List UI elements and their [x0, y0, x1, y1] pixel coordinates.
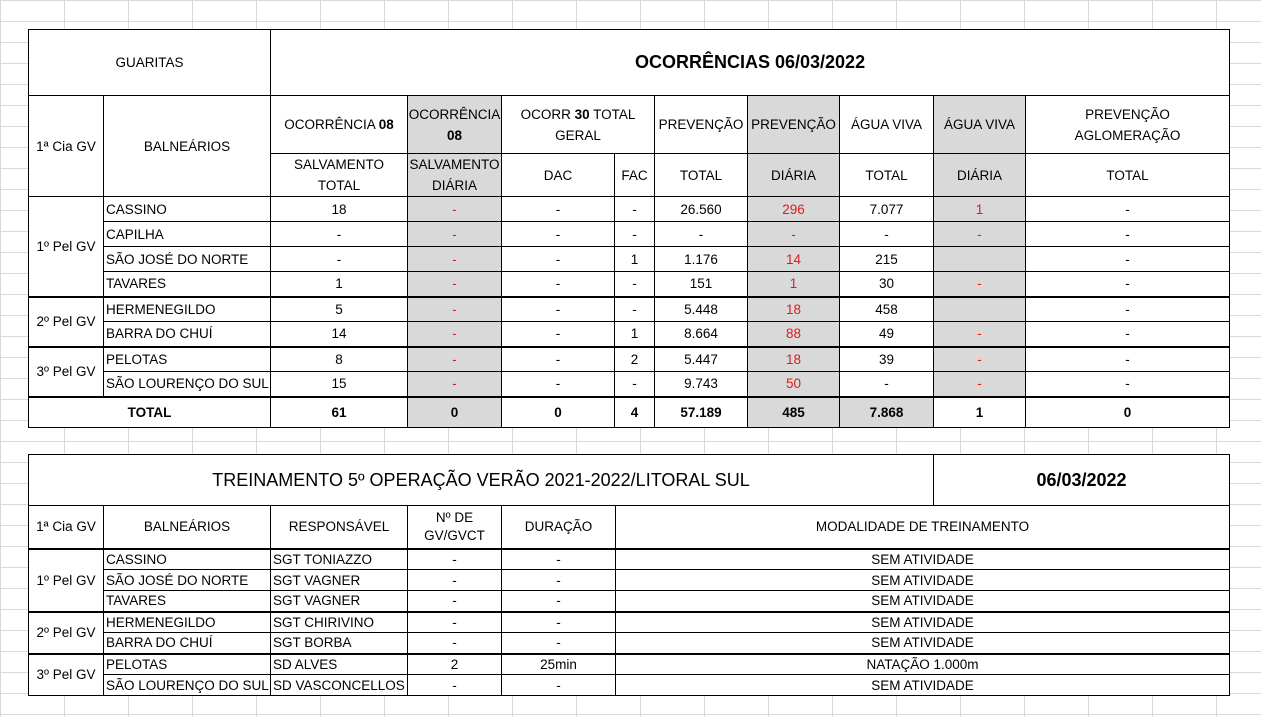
ocorr-total-num: 30 [574, 106, 590, 122]
agua-viva-diaria-cell: - [934, 272, 1026, 297]
agua-viva-diaria-subheader: DIÁRIA [934, 154, 1026, 197]
table-row [29, 591, 1230, 612]
ocorr-total-line2: GERAL [555, 127, 601, 143]
agua-viva-diaria-cell: 1 [934, 197, 1026, 222]
group-label: 2º Pel GV [29, 297, 104, 347]
agua-viva-diaria-header: ÁGUA VIVA [934, 96, 1026, 154]
modalidade-cell: SEM ATIVIDADE [616, 675, 1230, 696]
balneario-name: HERMENEGILDO [104, 612, 271, 633]
responsavel-cell: SD ALVES [271, 654, 408, 675]
fac-sum: 4 [615, 397, 655, 428]
prevencao-header: PREVENÇÃO [655, 96, 748, 154]
salvamento-diaria-cell: - [408, 272, 502, 297]
salvamento-total-line1: SALVAMENTO [294, 157, 385, 172]
ocorrencias-title: OCORRÊNCIAS 06/03/2022 [271, 30, 1230, 96]
prevencao-total-sum: 57.189 [655, 397, 748, 428]
dac-header: DAC [502, 154, 615, 197]
salvamento-diaria-cell: - [408, 222, 502, 247]
agua-viva-total-cell: - [840, 222, 934, 247]
fac-header: FAC [615, 154, 655, 197]
balneario-name: PELOTAS [104, 654, 271, 675]
ocorr-total-header [502, 96, 655, 154]
group-label: 2º Pel GV [29, 612, 104, 654]
num-gv-header [408, 506, 502, 549]
salvamento-diaria-header [408, 154, 502, 197]
num-gv-cell: - [408, 570, 502, 591]
balneario-name: BARRA DO CHUÍ [104, 633, 271, 654]
num-gv-cell: - [408, 591, 502, 612]
prevencao-diaria-cell: 14 [748, 247, 840, 272]
fac-cell: - [615, 297, 655, 322]
table-row [29, 222, 1230, 247]
prevencao-diaria-cell: - [748, 222, 840, 247]
table-row [29, 372, 1230, 397]
num-gv-cell: - [408, 612, 502, 633]
salvamento-diaria-sum: 0 [408, 397, 502, 428]
cia-header: 1ª Cia GV [29, 506, 104, 549]
agua-viva-diaria-cell [934, 247, 1026, 272]
prevencao-total-cell: - [655, 222, 748, 247]
agua-viva-diaria-cell: - [934, 347, 1026, 372]
responsavel-cell: SGT BORBA [271, 633, 408, 654]
salvamento-diaria-cell: - [408, 197, 502, 222]
fac-cell: - [615, 197, 655, 222]
responsavel-cell: SGT CHIRIVINO [271, 612, 408, 633]
aglomeracao-sum: 0 [1026, 397, 1230, 428]
modalidade-cell: SEM ATIVIDADE [616, 612, 1230, 633]
balneario-name: SÃO JOSÉ DO NORTE [104, 247, 271, 272]
agua-viva-total-cell: - [840, 372, 934, 397]
responsavel-header: RESPONSÁVEL [271, 506, 408, 549]
aglomeracao-cell: - [1026, 272, 1230, 297]
treinamento-table [28, 454, 1230, 696]
ocorrencia-header [271, 96, 408, 154]
prevencao-total-cell: 9.743 [655, 372, 748, 397]
prevencao-diaria-cell: 18 [748, 347, 840, 372]
prevencao-total-cell: 5.447 [655, 347, 748, 372]
prevencao-aglomeracao-line1: PREVENÇÃO [1085, 106, 1170, 122]
prevencao-aglomeracao-line2: AGLOMERAÇÃO [1074, 127, 1181, 143]
ocorrencia-header-label: OCORRÊNCIA [284, 117, 375, 132]
modalidade-cell: SEM ATIVIDADE [616, 633, 1230, 654]
prevencao-total-cell: 151 [655, 272, 748, 297]
balneario-name: SÃO LOURENÇO DO SUL [104, 675, 271, 696]
agua-viva-diaria-sum: 1 [934, 397, 1026, 428]
treinamento-date: 06/03/2022 [934, 455, 1230, 506]
aglomeracao-cell: - [1026, 297, 1230, 322]
balneario-name: CAPILHA [104, 222, 271, 247]
agua-viva-diaria-cell: - [934, 372, 1026, 397]
balneario-name: SÃO JOSÉ DO NORTE [104, 570, 271, 591]
duracao-cell: - [502, 612, 616, 633]
treinamento-title: TREINAMENTO 5º OPERAÇÃO VERÃO 2021-2022/LITORAL SUL [29, 455, 934, 506]
salvamento-diaria-cell: - [408, 297, 502, 322]
guaritas-header: GUARITAS [29, 30, 271, 96]
duracao-cell: - [502, 675, 616, 696]
table-row [29, 272, 1230, 297]
prevencao-total-cell: 8.664 [655, 322, 748, 347]
agua-viva-diaria-cell: - [934, 222, 1026, 247]
responsavel-cell: SGT VAGNER [271, 591, 408, 612]
salvamento-total-cell: 15 [271, 372, 408, 397]
prevencao-diaria-header: PREVENÇÃO [748, 96, 840, 154]
table-row [29, 297, 1230, 322]
responsavel-cell: SGT VAGNER [271, 570, 408, 591]
balneario-name: BARRA DO CHUÍ [104, 322, 271, 347]
num-gv-cell: - [408, 549, 502, 570]
fac-cell: 1 [615, 247, 655, 272]
duracao-header: DURAÇÃO [502, 506, 616, 549]
agua-viva-total-header: TOTAL [840, 154, 934, 197]
salvamento-diaria-line2: DIÁRIA [432, 178, 478, 193]
duracao-cell: - [502, 570, 616, 591]
table-row [29, 654, 1230, 675]
salvamento-total-cell: 1 [271, 272, 408, 297]
group-label: 3º Pel GV [29, 654, 104, 696]
table-row [29, 612, 1230, 633]
dac-cell: - [502, 197, 615, 222]
cia-header: 1ª Cia GV [29, 96, 104, 197]
table-row [29, 549, 1230, 570]
dac-cell: - [502, 347, 615, 372]
salvamento-diaria-cell: - [408, 372, 502, 397]
num-gv-line2: GV/GVCT [424, 527, 485, 543]
prevencao-diaria-cell: 18 [748, 297, 840, 322]
ocorrencia-diaria-header-label: OCORRÊNCIA [408, 106, 501, 122]
prevencao-diaria-cell: 1 [748, 272, 840, 297]
balneario-name: TAVARES [104, 591, 271, 612]
dac-cell: - [502, 322, 615, 347]
num-gv-cell: - [408, 675, 502, 696]
fac-cell: - [615, 272, 655, 297]
salvamento-total-cell: 8 [271, 347, 408, 372]
aglomeracao-cell: - [1026, 247, 1230, 272]
table-row [29, 197, 1230, 222]
duracao-cell: - [502, 633, 616, 654]
agua-viva-total-cell: 458 [840, 297, 934, 322]
ocorr-total-suffix: TOTAL [593, 106, 636, 122]
balneario-name: HERMENEGILDO [104, 297, 271, 322]
ocorrencia-header-num: 08 [378, 117, 394, 132]
balnearios-header: BALNEÁRIOS [104, 96, 271, 197]
agua-viva-total-cell: 39 [840, 347, 934, 372]
aglomeracao-cell: - [1026, 222, 1230, 247]
aglomeracao-cell: - [1026, 322, 1230, 347]
agua-viva-header: ÁGUA VIVA [840, 96, 934, 154]
dac-cell: - [502, 247, 615, 272]
agua-viva-total-cell: 49 [840, 322, 934, 347]
prevencao-diaria-cell: 50 [748, 372, 840, 397]
agua-viva-total-cell: 215 [840, 247, 934, 272]
group-label: 1º Pel GV [29, 197, 104, 297]
balneario-name: TAVARES [104, 272, 271, 297]
salvamento-total-header [271, 154, 408, 197]
salvamento-diaria-cell: - [408, 347, 502, 372]
prevencao-diaria-cell: 88 [748, 322, 840, 347]
balnearios-header: BALNEÁRIOS [104, 506, 271, 549]
salvamento-total-cell: - [271, 247, 408, 272]
dac-cell: - [502, 222, 615, 247]
modalidade-cell: NATAÇÃO 1.000m [616, 654, 1230, 675]
balneario-name: CASSINO [104, 197, 271, 222]
modalidade-cell: SEM ATIVIDADE [616, 591, 1230, 612]
table-row [29, 633, 1230, 654]
balneario-name: CASSINO [104, 549, 271, 570]
fac-cell: - [615, 222, 655, 247]
duracao-cell: 25min [502, 654, 616, 675]
prevencao-diaria-cell: 296 [748, 197, 840, 222]
num-gv-cell: 2 [408, 654, 502, 675]
dac-cell: - [502, 297, 615, 322]
salvamento-diaria-cell: - [408, 247, 502, 272]
balneario-name: PELOTAS [104, 347, 271, 372]
total-label: TOTAL [29, 397, 271, 428]
fac-cell: - [615, 372, 655, 397]
table-row [29, 247, 1230, 272]
salvamento-diaria-line1: SALVAMENTO [409, 157, 500, 172]
salvamento-total-sum: 61 [271, 397, 408, 428]
prevencao-diaria-sum: 485 [748, 397, 840, 428]
ocorrencias-table [28, 29, 1230, 428]
aglomeracao-cell: - [1026, 197, 1230, 222]
agua-viva-total-sum: 7.868 [840, 397, 934, 428]
duracao-cell: - [502, 549, 616, 570]
modalidade-cell: SEM ATIVIDADE [616, 549, 1230, 570]
num-gv-cell: - [408, 633, 502, 654]
table-row [29, 570, 1230, 591]
aglomeracao-cell: - [1026, 372, 1230, 397]
table-row [29, 322, 1230, 347]
prevencao-aglomeracao-header [1026, 96, 1230, 154]
salvamento-total-line2: TOTAL [317, 178, 361, 193]
salvamento-total-cell: 14 [271, 322, 408, 347]
ocorrencia-diaria-header-num: 08 [447, 127, 463, 143]
aglomeracao-total-header: TOTAL [1026, 154, 1230, 197]
salvamento-total-cell: - [271, 222, 408, 247]
responsavel-cell: SGT TONIAZZO [271, 549, 408, 570]
prevencao-total-cell: 1.176 [655, 247, 748, 272]
dac-cell: - [502, 372, 615, 397]
responsavel-cell: SD VASCONCELLOS [271, 675, 408, 696]
fac-cell: 2 [615, 347, 655, 372]
salvamento-total-cell: 18 [271, 197, 408, 222]
dac-sum: 0 [502, 397, 615, 428]
prevencao-total-cell: 26.560 [655, 197, 748, 222]
num-gv-line1: Nº DE [435, 509, 474, 525]
modalidade-header: MODALIDADE DE TREINAMENTO [616, 506, 1230, 549]
salvamento-diaria-cell: - [408, 322, 502, 347]
agua-viva-total-cell: 7.077 [840, 197, 934, 222]
ocorrencia-diaria-header [408, 96, 502, 154]
group-label: 1º Pel GV [29, 549, 104, 612]
dac-cell: - [502, 272, 615, 297]
balneario-name: SÃO LOURENÇO DO SUL [104, 372, 271, 397]
table-row [29, 347, 1230, 372]
duracao-cell: - [502, 591, 616, 612]
group-label: 3º Pel GV [29, 347, 104, 397]
fac-cell: 1 [615, 322, 655, 347]
prevencao-total-cell: 5.448 [655, 297, 748, 322]
agua-viva-total-cell: 30 [840, 272, 934, 297]
prevencao-diaria-subheader: DIÁRIA [748, 154, 840, 197]
ocorr-total-prefix: OCORR [520, 106, 571, 122]
modalidade-cell: SEM ATIVIDADE [616, 570, 1230, 591]
salvamento-total-cell: 5 [271, 297, 408, 322]
table-row [29, 675, 1230, 696]
prevencao-total-header: TOTAL [655, 154, 748, 197]
aglomeracao-cell: - [1026, 347, 1230, 372]
agua-viva-diaria-cell [934, 297, 1026, 322]
agua-viva-diaria-cell: - [934, 322, 1026, 347]
totals-row [29, 397, 1230, 428]
